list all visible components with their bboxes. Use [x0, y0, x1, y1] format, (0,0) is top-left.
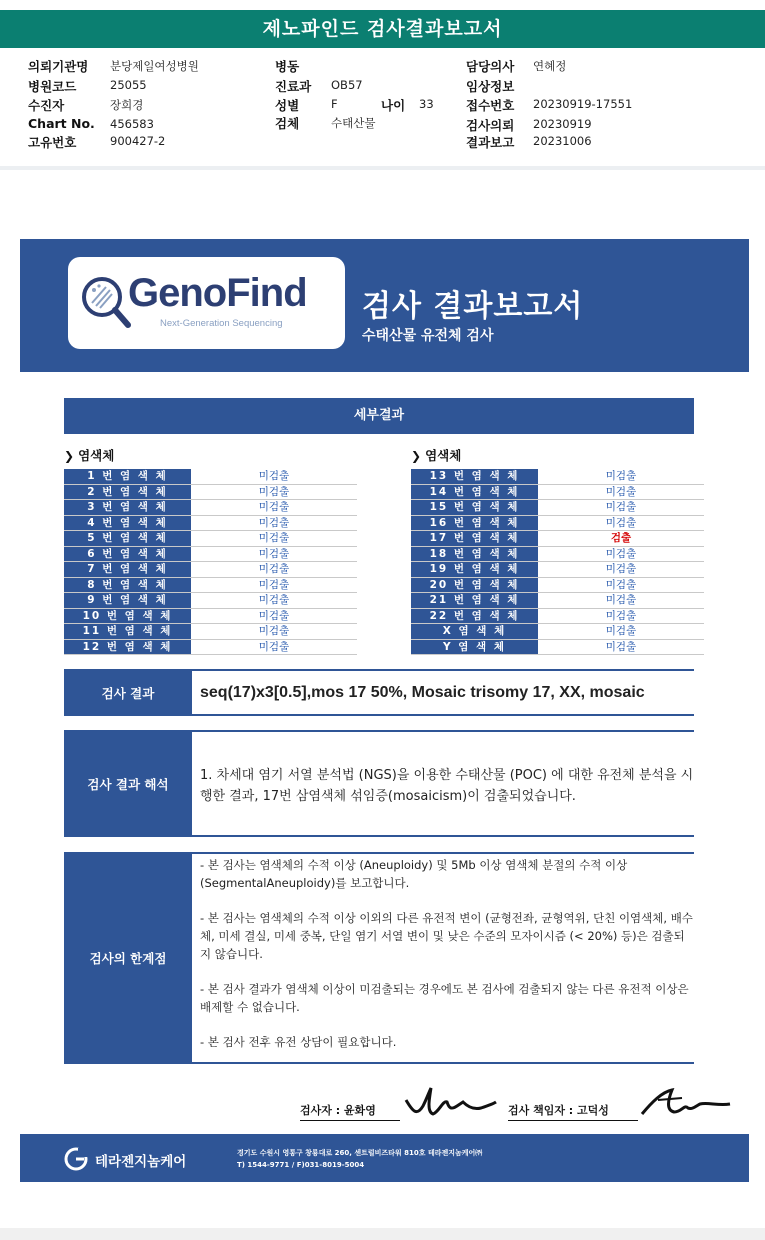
chromosome-row: [411, 593, 704, 609]
chromosome-row: [64, 593, 357, 609]
chromosome-name: 16 번 염 색 체: [411, 516, 538, 531]
chromosome-row: [64, 516, 357, 532]
specimen-label: 검체: [275, 116, 300, 131]
chromosome-name: 12 번 염 색 체: [64, 640, 191, 655]
limitations-label: 검사의 한계점: [64, 854, 192, 1062]
code-value: 25055: [110, 78, 147, 92]
banner-title: 검사 결과보고서: [362, 289, 584, 324]
genofind-logo: [68, 257, 345, 349]
chromosome-name: 10 번 염 색 체: [64, 609, 191, 624]
chromosome-row: [64, 547, 357, 563]
responsible-signature: [638, 1082, 733, 1122]
chromosome-table-right: [411, 469, 704, 655]
tester-signature-label: 검사자 : 윤화영: [300, 1102, 400, 1121]
chromosome-result: 미검출: [605, 516, 637, 529]
chromosome-name: 11 번 염 색 체: [64, 624, 191, 639]
doctor-value: 연혜정: [533, 59, 567, 73]
interpretation-block: [64, 730, 694, 837]
chromosome-name: 3 번 염 색 체: [64, 500, 191, 515]
chromosome-result: 미검출: [258, 470, 290, 482]
result-label: 검사 결과: [64, 671, 192, 714]
chromosome-result: 미검출: [605, 625, 637, 637]
limitation-item: - 본 검사 결과가 염색체 이상이 미검출되는 경우에도 본 검사에 검출되지 않는 다른 유전적 이상은 배제할 수 없습니다.: [200, 982, 689, 1014]
magnifier-dna-icon: [78, 273, 134, 333]
tester-signature: [403, 1082, 498, 1122]
code-label: 병원코드: [28, 79, 77, 94]
id-value: 900427-2: [110, 134, 166, 148]
chromosome-name: 20 번 염 색 체: [411, 578, 538, 593]
chromosome-result: 미검출: [258, 547, 290, 560]
patient-value: 장희경: [110, 98, 144, 112]
chromosome-row: [411, 640, 704, 656]
dept-label: 진료과: [275, 79, 312, 94]
chevron-right-icon: ❯: [411, 449, 422, 463]
result-text: seq(17)x3[0.5],mos 17 50%, Mosaic trisomy 17, XX, mosaic: [200, 683, 645, 701]
receipt-label: 접수번호: [466, 98, 515, 113]
chromosome-result: 미검출: [258, 640, 290, 653]
chromosome-result: 미검출: [605, 640, 637, 653]
chevron-right-icon: ❯: [64, 449, 75, 463]
responsible-signature-label: 검사 책임자 : 고덕성: [508, 1102, 638, 1121]
chromosome-name: X 염 색 체: [411, 624, 538, 639]
chromosome-row: [64, 531, 357, 547]
chromosome-result: 미검출: [605, 563, 637, 575]
specimen-value: 수태산물: [331, 116, 376, 130]
report-date-value: 20231006: [533, 134, 592, 148]
doctor-label: 담당의사: [466, 59, 515, 74]
hospital-label: 의뢰기관명: [28, 59, 89, 74]
chromosome-row: [411, 500, 704, 516]
limitation-item: - 본 검사 전후 유전 상담이 필요합니다.: [200, 1035, 397, 1049]
divider: [0, 166, 765, 170]
chromosome-row: [64, 640, 357, 656]
chromosome-row: [64, 469, 357, 485]
result-block: [64, 669, 694, 716]
hospital-value: 분당제일여성병원: [110, 59, 199, 73]
chromosome-row: [64, 485, 357, 501]
footer-phone: T) 1544-9771 / F)031-8019-5004: [237, 1161, 365, 1169]
chromosome-result: 미검출: [258, 532, 290, 544]
detail-section-title: 세부결과: [64, 398, 694, 434]
patient-label: 수진자: [28, 98, 65, 113]
chromosome-row: [411, 562, 704, 578]
chromosome-result: 미검출: [605, 594, 637, 606]
chromosome-result: 미검출: [258, 485, 290, 498]
chromosome-name: 8 번 염 색 체: [64, 578, 191, 593]
company-logo-icon: [64, 1147, 88, 1171]
footer: [20, 1134, 749, 1182]
chromosome-name: 14 번 염 색 체: [411, 485, 538, 500]
chromosome-name: 6 번 염 색 체: [64, 547, 191, 562]
limitations-block: [64, 852, 694, 1064]
logo-tagline: Next-Generation Sequencing: [160, 318, 283, 329]
chromosome-result: 미검출: [605, 578, 637, 591]
chromosome-row: [411, 469, 704, 485]
chart-label: Chart No.: [28, 116, 95, 131]
dept-value: OB57: [331, 78, 363, 92]
chromosome-name: 22 번 염 색 체: [411, 609, 538, 624]
footer-company: 테라젠지놈케어: [95, 1154, 187, 1170]
chromosome-name: 17 번 염 색 체: [411, 531, 538, 546]
chromosome-row: [411, 485, 704, 501]
interpretation-text: 1. 차세대 염기 서열 분석법 (NGS)을 이용한 수태산물 (POC) 에 대한 유전체 분석을 시행한 결과, 17번 삼염색체 섞임증(mosaicism)이 검출되었습니다.: [200, 768, 694, 804]
chromosome-row: [64, 562, 357, 578]
patient-info: [0, 52, 765, 170]
chromosome-row: [64, 500, 357, 516]
receipt-value: 20230919-17551: [533, 97, 633, 111]
chromosome-result: 미검출: [258, 578, 290, 591]
sex-value: F: [331, 97, 338, 111]
chromosome-row: [411, 624, 704, 640]
sex-label: 성별: [275, 98, 300, 113]
chromosome-name: 1 번 염 색 체: [64, 469, 191, 484]
ward-label: 병동: [275, 59, 300, 74]
chromosome-table-left: [64, 469, 357, 655]
page-bottom: [0, 1228, 765, 1240]
chromosome-row: [64, 578, 357, 594]
chromosome-result: 미검출: [605, 609, 637, 622]
chart-value: 456583: [110, 117, 154, 131]
chromosome-name: 4 번 염 색 체: [64, 516, 191, 531]
chromosome-result: 미검출: [258, 501, 290, 513]
chromosome-result-detected: 검출: [610, 532, 632, 544]
chromosome-row: [411, 547, 704, 563]
interpretation-label: 검사 결과 해석: [64, 732, 192, 835]
chromosome-name: 21 번 염 색 체: [411, 593, 538, 608]
report-title: 제노파인드 검사결과보고서: [0, 10, 765, 48]
chromosome-name: 18 번 염 색 체: [411, 547, 538, 562]
report-date-label: 결과보고: [466, 135, 515, 150]
chromosome-row: [411, 609, 704, 625]
chromosome-result: 미검출: [605, 501, 637, 513]
chromosome-result: 미검출: [605, 485, 637, 498]
chromosome-name: 5 번 염 색 체: [64, 531, 191, 546]
age-value: 33: [419, 97, 434, 111]
footer-address: 경기도 수원시 영통구 창룡대로 260, 센트럴비즈타워 810호 테라젠지놈케어㈜: [237, 1149, 483, 1157]
chromosome-result: 미검출: [258, 609, 290, 622]
banner-subtitle: 수태산물 유전체 검사: [362, 328, 494, 344]
genofind-banner: [20, 239, 749, 372]
chromosome-result: 미검출: [258, 516, 290, 529]
left-column-head: [64, 446, 114, 464]
limitation-item: - 본 검사는 염색체의 수적 이상 이외의 다른 유전적 변이 (균형전좌, 균형역위, 단친 이염색체, 배수체, 미세 결실, 미세 중복, 단일 염기 서열 변이 및 낮은 수준의 모자이시즘 (< 20%) 등)은 검출되지 않습니다.: [200, 911, 693, 961]
chromosome-result: 미검출: [605, 547, 637, 560]
chromosome-result: 미검출: [258, 563, 290, 575]
request-label: 검사의뢰: [466, 118, 515, 133]
chromosome-row: [411, 531, 704, 547]
right-column-title: 염색체: [425, 448, 462, 463]
id-label: 고유번호: [28, 135, 77, 150]
right-column-head: [411, 446, 461, 464]
chromosome-name: 19 번 염 색 체: [411, 562, 538, 577]
chromosome-row: [411, 516, 704, 532]
chromosome-result: 미검출: [258, 594, 290, 606]
chromosome-result: 미검출: [605, 470, 637, 482]
limitations-text: [192, 854, 694, 1062]
chromosome-name: 13 번 염 색 체: [411, 469, 538, 484]
request-value: 20230919: [533, 117, 592, 131]
chromosome-name: 2 번 염 색 체: [64, 485, 191, 500]
chromosome-row: [411, 578, 704, 594]
chromosome-name: Y 염 색 체: [411, 640, 538, 655]
chromosome-result: 미검출: [258, 625, 290, 637]
clinical-label: 임상정보: [466, 79, 515, 94]
chromosome-name: 7 번 염 색 체: [64, 562, 191, 577]
report-header: [0, 0, 765, 48]
chromosome-name: 15 번 염 색 체: [411, 500, 538, 515]
chromosome-row: [64, 624, 357, 640]
left-column-title: 염색체: [78, 448, 115, 463]
logo-wordmark: GenoFind: [128, 271, 307, 315]
limitation-item: - 본 검사는 염색체의 수적 이상 (Aneuploidy) 및 5Mb 이상 염색체 분절의 수적 이상 (SegmentalAneuploidy)를 보고합니다.: [200, 858, 628, 890]
age-label: 나이: [381, 98, 406, 113]
chromosome-row: [64, 609, 357, 625]
chromosome-name: 9 번 염 색 체: [64, 593, 191, 608]
footer-address-block: [237, 1147, 482, 1171]
